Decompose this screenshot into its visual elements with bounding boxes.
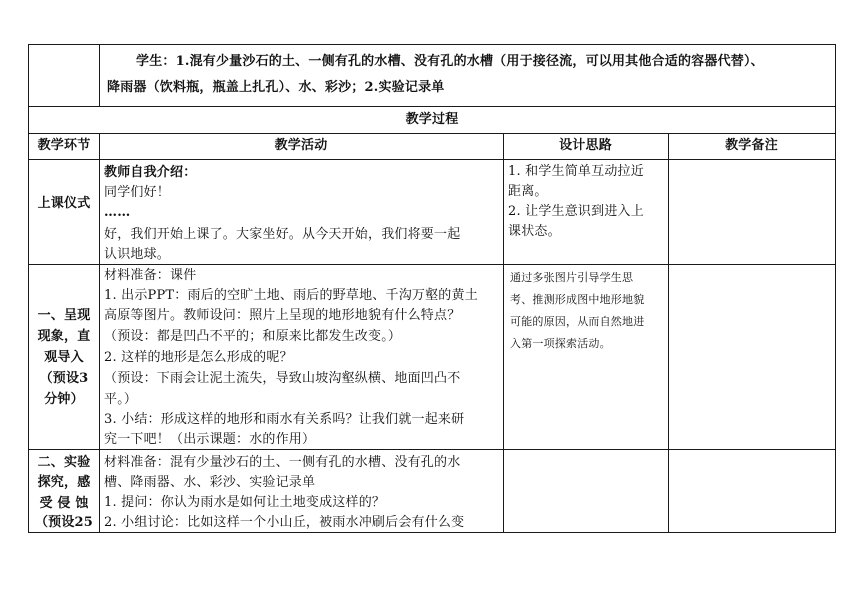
- table-line: [99, 44, 100, 107]
- row1-activity-line: 好，我们开始上课了。大家坐好。从今天开始，我们将要一起: [104, 227, 461, 242]
- row2-design-line: 通过多张图片引导学生思: [510, 271, 634, 284]
- row2-section-line: 观导入: [44, 350, 84, 365]
- table-line: [28, 106, 836, 107]
- header-notes: 教学备注: [725, 138, 778, 153]
- table-line: [503, 133, 504, 533]
- row2-section-line: 分钟）: [44, 392, 84, 407]
- row2-design-line: 可能的原因，从而自然地进: [510, 315, 645, 328]
- row2-activity-line: 材料准备：课件: [104, 268, 197, 283]
- row2-section-line: 现象，直: [37, 329, 91, 344]
- row2-activity-line: 究一下吧！（出示课题：水的作用）: [104, 432, 316, 447]
- row3-activity-line: 材料准备：混有少量沙石的土、一侧有孔的水槽、没有孔的水: [104, 455, 461, 470]
- materials-line: 学生：1.混有少量沙石的土、一侧有孔的水槽、没有孔的水槽（用于接径流，可以用其他合适的容器代替）、: [136, 54, 764, 69]
- table-line: [668, 133, 669, 533]
- row2-section-line: 一、呈现: [37, 308, 91, 323]
- header-section: 教学环节: [37, 138, 91, 153]
- row2-activity-line: （预设：都是凹凸不平的；和原来比都发生改变。）: [104, 329, 402, 344]
- row2-activity-line: 高原等图片。教师设问：照片上呈现的地形地貌有什么特点？: [104, 308, 461, 323]
- row2-activity-line: 2. 这样的地形是怎么形成的呢？: [104, 350, 293, 365]
- table-line: [28, 133, 836, 134]
- row3-activity-line: 1. 提问：你认为雨水是如何让土地变成这样的？: [104, 495, 386, 510]
- header-activity: 教学活动: [274, 138, 328, 153]
- table-line: [28, 159, 836, 160]
- table-line: [28, 44, 836, 45]
- materials-line: 降雨器（饮料瓶，瓶盖上扎孔）、水、彩沙；2.实验记录单: [107, 80, 445, 95]
- row2-design-line: 考、推测形成图中地形地貌: [510, 293, 645, 306]
- row1-activity-line: 同学们好！: [104, 185, 171, 200]
- process-title: 教学过程: [405, 112, 459, 127]
- row1-design-line: 1. 和学生简单互动拉近: [508, 164, 644, 179]
- row2-activity-line: 平。）: [104, 392, 138, 407]
- row3-section-line: （预设25: [34, 515, 94, 530]
- row3-activity-line: 槽、降雨器、水、彩沙、实验记录单: [104, 475, 316, 490]
- row1-design-line: 课状态。: [508, 224, 561, 239]
- row1-activity-line: 教师自我介绍：: [104, 165, 197, 180]
- row1-section: 上课仪式: [37, 196, 91, 211]
- row2-activity-line: 3. 小结：形成这样的地形和雨水有关系吗？让我们就一起来研: [104, 412, 465, 427]
- header-design: 设计思路: [559, 138, 612, 153]
- row3-section-line: 探究，感: [37, 475, 91, 490]
- row3-activity-line: 2. 小组讨论：比如这样一个小山丘，被雨水冲刷后会有什么变: [104, 515, 465, 530]
- row1-activity-line: 认识地球。: [104, 247, 171, 262]
- row1-activity-line: ……: [104, 205, 131, 220]
- row3-section-line: 二、实验: [37, 455, 91, 470]
- row3-section-line: 受 侵 蚀: [39, 496, 89, 511]
- row2-activity-line: （预设：下雨会让泥土流失，导致山坡沟壑纵横、地面凹凸不: [104, 371, 461, 386]
- row2-activity-line: 1. 出示PPT：雨后的空旷土地、雨后的野草地、千沟万壑的黄土: [104, 288, 478, 303]
- row2-design-line: 入第一项探索活动。: [510, 337, 611, 350]
- row1-design-line: 2. 让学生意识到进入上: [508, 204, 644, 219]
- row1-design-line: 距离。: [508, 184, 548, 199]
- row2-section-line: （预设3: [39, 371, 89, 386]
